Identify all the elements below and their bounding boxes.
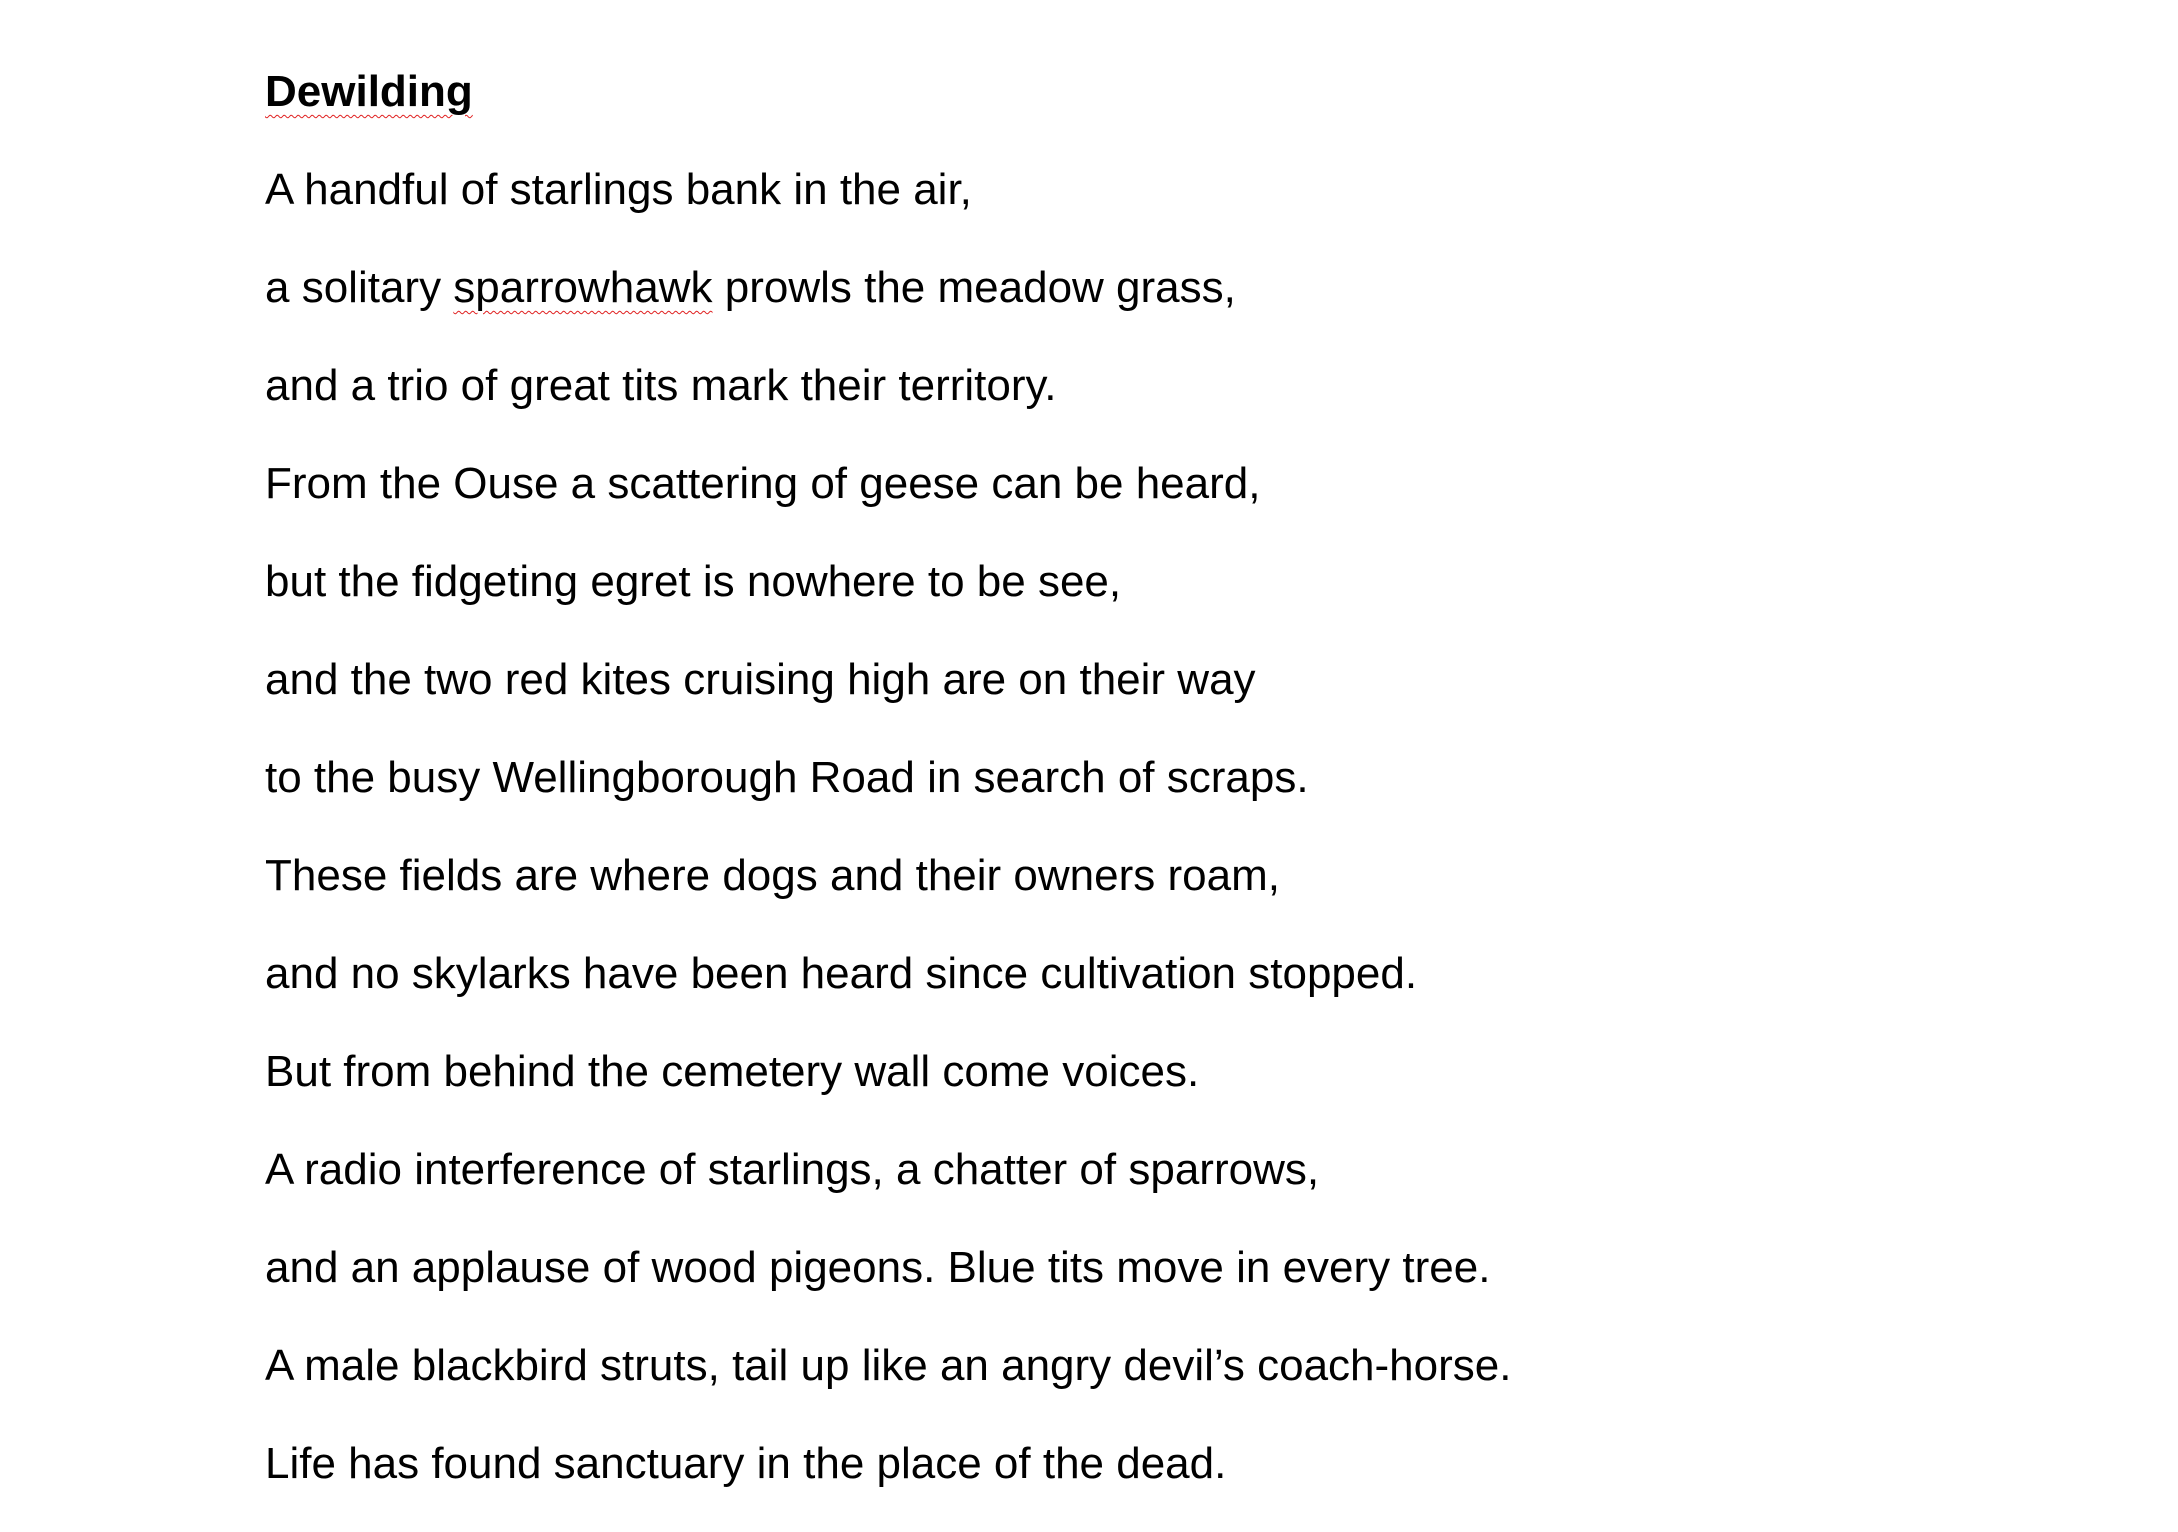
poem-line-1: A handful of starlings bank in the air, xyxy=(265,165,972,214)
poem-line-8: These fields are where dogs and their owners roam, xyxy=(265,851,1280,900)
document-body[interactable] xyxy=(265,62,2065,1532)
poem-line-10: But from behind the cemetery wall come voices. xyxy=(265,1047,1200,1096)
poem-line-4: From the Ouse a scattering of geese can be heard, xyxy=(265,459,1261,508)
poem-line-14: Life has found sanctuary in the place of the dead. xyxy=(265,1439,1227,1488)
poem-line-12: and an applause of wood pigeons. Blue tits move in every tree. xyxy=(265,1243,1491,1292)
poem-line-3: and a trio of great tits mark their territory. xyxy=(265,361,1057,410)
poem-line-9: and no skylarks have been heard since cultivation stopped. xyxy=(265,949,1418,998)
poem-line-13: A male blackbird struts, tail up like an angry devil’s coach-horse. xyxy=(265,1341,1512,1390)
poem-title xyxy=(265,62,2065,160)
line-text-before: a solitary xyxy=(265,263,454,312)
poem-line-5: but the fidgeting egret is nowhere to be see, xyxy=(265,557,1122,606)
poem-line-6: and the two red kites cruising high are on their way xyxy=(265,655,1256,704)
poem-line-7: to the busy Wellingborough Road in search of scraps. xyxy=(265,753,1309,802)
poem-line-11: A radio interference of starlings, a chatter of sparrows, xyxy=(265,1145,1320,1194)
misspelled-word[interactable]: sparrowhawk xyxy=(453,263,713,312)
poem-line-2 xyxy=(265,258,2065,318)
line-text-after: prowls the meadow grass, xyxy=(712,263,1236,312)
title-text: Dewilding xyxy=(265,67,473,116)
